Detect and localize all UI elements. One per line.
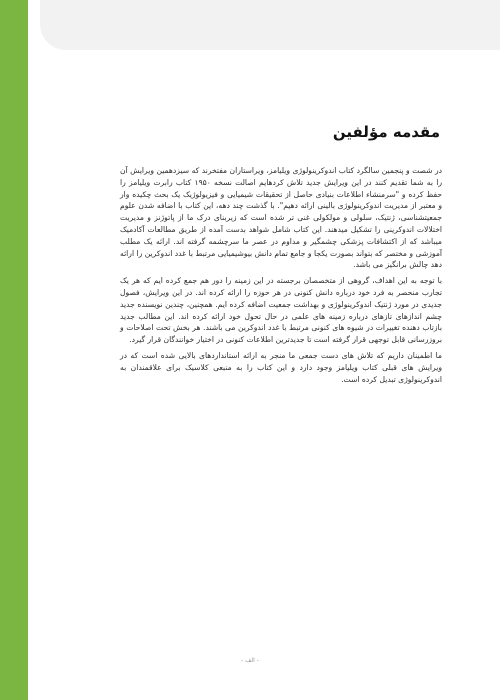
body-text: [120, 165, 442, 389]
page-number: - الف -: [241, 657, 259, 664]
paragraph-3: ما اطمینان داریم که تلاش های دست جمعی ما منجر به ارائه استانداردهای بالایی شده است که در ویرایش های قبلی کتاب ویلیامز وجود دارد و این کتاب را به منبعی کلاسیک برای علاقمندان به اندوکرینولوژی تبدیل کرده است.: [120, 350, 442, 384]
paragraph-1: در شصت و پنجمین سالگرد کتاب اندوکرینولوژی ویلیامز، ویراستاران مفتخرند که سیزدهمین ویرایش آن را به شما تقدیم کنند در این ویرایش جدید تلاش کردهایم اصالت نسخه ۱۹۵۰ کتاب رابرت ویلیامز را حفظ کرده و "سرمنشاء اطلاعات بنیادی حاصل از تحقیقات شیمیایی و فیزیولوژیک یک بحث چکیده وار و معتبر از مدیریت اندوکرینولوژی بالینی ارائه دهیم". با گذشت چند دهه، این کتاب با اضافه شدن علوم جمعیتشناسی، ژنتیک، سلولی و مولکولی غنی تر شده است که زیربنای درک ما از پاتوژنز و مدیریت اختلالات اندوکرینی را تشکیل میدهند. این کتاب شامل شواهد بدست آمده از طریق مطالعات آکادمیک میباشد که از اکتشافات پزشکی چشمگیر و مداوم در عصر ما سرچشمه گرفته اند. ارائه یک مطلب آموزشی و مختصر که بتواند بصورت یکجا و جامع تمام دانش بیوشیمیایی مرتبط با غدد اندوکرین را ارائه دهد چالش برانگیز می باشد.: [120, 166, 442, 270]
side-accent-bar: [0, 0, 28, 700]
paragraph-2: با توجه به این اهداف، گروهی از متخصصان برجسته در این زمینه را دور هم جمع کرده ایم که هر یک تجارب منحصر به فرد خود درباره دانش کنونی در هر حوزه را ارائه کرده اند. در این ویرایش، فصول جدیدی در مورد ژنتیک اندوکرینولوژی و بهداشت جمعیت اضافه کرده ایم. همچنین، چندین نویسنده جدید چشم اندازهای تازهای درباره زمینه های علمی در حال تحول خود ارائه کرده اند. این مطالب جدید بازتاب دهنده تغییرات در شیوه های کنونی مرتبط با غدد اندوکرین می باشند. هر بخش تحت اصلاحات و بروزرسانی قابل توجهی قرار گرفته است تا جدیدترین اطلاعات کنونی در اختیار خوانندگان قرار گیرد.: [120, 276, 442, 345]
page-title: مقدمه مؤلفین: [332, 123, 440, 141]
header-panel: [40, 0, 500, 50]
